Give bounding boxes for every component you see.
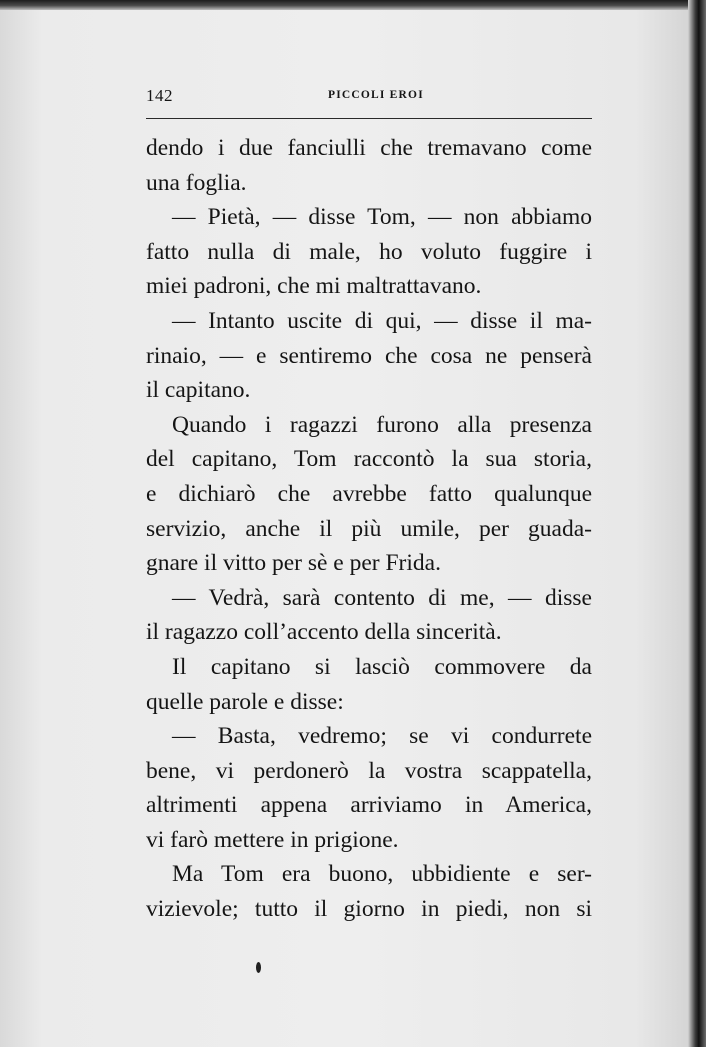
page-gutter-edge xyxy=(688,0,706,1047)
text-line: rinaio, — e sentiremo che cosa ne penserà xyxy=(146,342,592,369)
text-line: vi farò mettere in prigione. xyxy=(146,826,399,853)
text-line: bene, vi perdonerò la vostra scappatella, xyxy=(146,757,592,784)
text-line: altrimenti appena arriviamo in America, xyxy=(146,792,592,819)
text-line: Quando i ragazzi furono alla presenza xyxy=(172,411,592,438)
text-line: — Vedrà, sarà contento di me, — disse xyxy=(172,584,592,611)
text-line: una foglia. xyxy=(146,169,247,196)
ink-speck xyxy=(256,962,261,973)
body-text xyxy=(146,131,592,927)
header-rule xyxy=(146,118,592,119)
text-line: vizievole; tutto il giorno in piedi, non si xyxy=(146,896,592,923)
text-line: quelle parole e disse: xyxy=(146,688,344,715)
text-line: il ragazzo coll’accento della sincerità. xyxy=(146,619,502,646)
text-line: il capitano. xyxy=(146,377,251,404)
page-header xyxy=(146,86,592,110)
text-line: servizio, anche il più umile, per guada- xyxy=(146,515,592,542)
text-line: del capitano, Tom raccontò la sua storia, xyxy=(146,446,592,473)
text-line: — Basta, vedremo; se vi condurrete xyxy=(172,723,592,750)
scan-top-edge xyxy=(0,0,706,10)
text-line: dendo i due fanciulli che tremavano come xyxy=(146,135,592,161)
text-line: Ma Tom era buono, ubbidiente e ser- xyxy=(172,861,592,888)
page-number: 142 xyxy=(146,86,173,105)
text-line: — Intanto uscite di qui, — disse il ma- xyxy=(172,307,592,334)
text-line: gnare il vitto per sè e per Frida. xyxy=(146,550,441,577)
text-line: fatto nulla di male, ho voluto fuggire i xyxy=(146,238,592,265)
running-title: PICCOLI EROI xyxy=(328,89,424,101)
text-line: miei padroni, che mi maltrattavano. xyxy=(146,273,482,300)
text-line: Il capitano si lasciò commovere da xyxy=(172,653,592,680)
text-line: e dichiarò che avrebbe fatto qualunque xyxy=(146,480,592,507)
text-line: — Pietà, — disse Tom, — non abbiamo xyxy=(172,204,592,231)
